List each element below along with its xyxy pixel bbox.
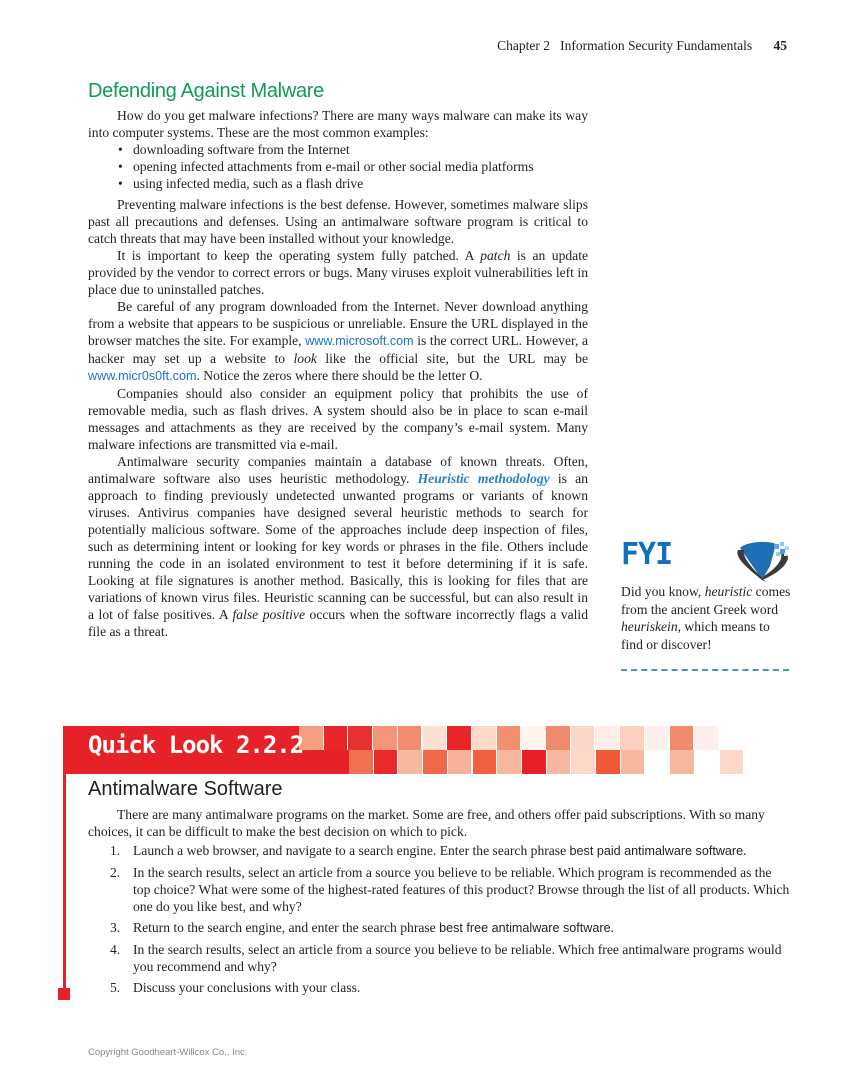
quick-look-end-marker xyxy=(58,988,70,1000)
step-item xyxy=(88,842,791,860)
step-item xyxy=(88,979,791,996)
fyi-sidebar xyxy=(621,537,791,652)
fyi-title: FYI xyxy=(621,537,673,572)
pattern-square xyxy=(670,726,694,750)
italic-text: false positive xyxy=(232,607,306,622)
text-run: Preventing malware infections is the best defense. However, sometimes malware slips past all precautions and defenses. Using an antimalware software program is critical to catch threats that may have been installed without your knowledge. xyxy=(88,197,588,246)
pattern-square xyxy=(620,726,644,750)
bullet-item: • downloading software from the Internet xyxy=(88,141,588,158)
text-run: comes from the ancient Greek word xyxy=(621,584,791,617)
key-term: Heuristic methodology xyxy=(417,471,550,486)
pattern-square xyxy=(547,750,571,774)
text-run: . xyxy=(610,920,615,935)
text-run: Antimalware security companies maintain a database of known threats. Often, antimalware software also uses heuristic methodology. xyxy=(88,454,588,486)
pattern-square xyxy=(645,750,669,774)
text-run: . xyxy=(743,843,747,858)
quick-look-subtitle: Antimalware Software xyxy=(88,778,283,800)
step-number: 1. xyxy=(110,843,121,858)
pattern-square xyxy=(374,750,398,774)
text-run: is an approach to finding previously undetected unwanted programs or variants of known viruses. Antivirus companies have designed several heuristic methods to search for potentially malicious software. Some of the approaches include deep inspection of files, such as determining intent or looking for key words or phrases in the file. Others include running the code in an isolated environment to test it before determining if it is safe. Looking at file signatures is another method. Basically, this is looking for files that are variations of known virus files. Heuristic scanning can be successful, but can also result in a lot of false positives. A xyxy=(88,471,588,622)
italic-text: heuristic xyxy=(704,584,753,599)
paragraph xyxy=(88,298,588,385)
text-run: Companies should also consider an equipment policy that prohibits the use of removable media, such as flash drives. A system should also be in place to scan e-mail messages and attachments as they are received by the company’s e-mail system. Many malware infections are transmitted via e-mail. xyxy=(88,386,588,452)
pattern-square xyxy=(571,750,595,774)
section-title: Defending Against Malware xyxy=(88,80,324,102)
page-number: 45 xyxy=(773,38,787,53)
text-run: Return to the search engine, and enter the search phrase xyxy=(133,920,440,935)
text-run: In the search results, select an article from a source you believe to be reliable. Which program is recommended as the top choice? What were some of the highest-rated features of this product? Browse through the list of all products. Which one do you like best, and why? xyxy=(133,865,790,914)
running-header xyxy=(497,38,787,54)
text-run: In the search results, select an article from a source you believe to be reliable. Which free antimalware programs would you recommend and why? xyxy=(133,942,782,974)
pattern-square xyxy=(398,726,422,750)
main-body-text xyxy=(88,107,588,640)
step-item xyxy=(88,919,791,937)
pattern-square xyxy=(645,726,669,750)
pattern-square xyxy=(324,726,348,750)
pattern-square xyxy=(423,726,447,750)
pattern-square xyxy=(398,750,422,774)
pattern-square xyxy=(571,726,595,750)
paragraph xyxy=(88,385,588,453)
pattern-square xyxy=(595,726,619,750)
pattern-square xyxy=(596,750,620,774)
url-text: www.micr0s0ft.com xyxy=(88,369,197,383)
bullet-list xyxy=(88,141,588,192)
step-item xyxy=(88,941,791,975)
fyi-divider xyxy=(621,669,789,671)
step-number: 2. xyxy=(110,865,121,880)
text-run: occurs when the software incorrectly flags a valid file as a threat. xyxy=(88,607,588,639)
pattern-square xyxy=(472,726,496,750)
text-run: Launch a web browser, and navigate to a search engine. Enter the search phrase xyxy=(133,843,570,858)
quick-look-body xyxy=(88,806,791,1000)
step-number: 4. xyxy=(110,942,121,957)
text-run: How do you get malware infections? There are many ways malware can make its way into computer systems. These are the most common examples: xyxy=(88,108,588,140)
bullet-item: • opening infected attachments from e-mail or other social media platforms xyxy=(88,158,588,175)
pattern-square xyxy=(473,750,497,774)
pattern-square xyxy=(447,726,471,750)
text-run: It is important to keep the operating system fully patched. A xyxy=(117,248,481,263)
url-text: best free antimalware software xyxy=(439,921,611,935)
pattern-square xyxy=(521,726,545,750)
pattern-square xyxy=(348,726,372,750)
url-text: www.microsoft.com xyxy=(305,334,414,348)
security-shield-icon xyxy=(736,540,790,589)
pattern-square xyxy=(621,750,645,774)
pattern-square xyxy=(522,750,546,774)
quick-look-intro: There are many antimalware programs on the market. Some are free, and others offer paid subscriptions. With so many choices, it can be difficult to make the best decision on which to pick. xyxy=(88,807,765,839)
chapter-number: Chapter 2 xyxy=(497,38,551,53)
fyi-text xyxy=(621,583,791,653)
pattern-square xyxy=(373,726,397,750)
chapter-title: Information Security Fundamentals xyxy=(560,38,753,53)
pattern-square xyxy=(720,750,744,774)
paragraph xyxy=(88,453,588,640)
quick-look-banner-extension xyxy=(299,750,349,774)
text-run: is an update provided by the vendor to correct errors or bugs. Many viruses exploit vulnerabilities left in place due to uninstalled patches. xyxy=(88,248,589,297)
text-run: Did you know, xyxy=(621,584,705,599)
text-run: is the correct URL. However, a hacker may set up a website to xyxy=(88,333,588,366)
step-number: 5. xyxy=(110,980,121,995)
pattern-square xyxy=(694,726,718,750)
text-run: Discuss your conclusions with your class. xyxy=(133,980,361,995)
step-item xyxy=(88,864,791,915)
bullet-item: • using infected media, such as a flash drive xyxy=(88,175,588,192)
copyright-footer: Copyright Goodheart-Willcox Co., Inc. xyxy=(88,1047,248,1058)
pattern-square xyxy=(349,750,373,774)
pattern-square xyxy=(423,750,447,774)
pattern-square xyxy=(670,750,694,774)
italic-text: patch xyxy=(480,248,511,263)
pattern-square xyxy=(497,750,521,774)
paragraph xyxy=(88,196,588,247)
text-run: which means to find or discover! xyxy=(621,619,770,652)
step-number: 3. xyxy=(110,920,121,935)
quick-look-label: Quick Look 2.2.2 xyxy=(88,731,304,759)
pattern-square xyxy=(448,750,472,774)
paragraph xyxy=(88,107,588,141)
paragraph xyxy=(88,247,588,298)
italic-text: look xyxy=(293,351,317,366)
text-run: Be careful of any program downloaded from the Internet. Never download anything from a website that appears to be suspicious or unreliable. Ensure the URL displayed in the browser matches the site. For example, xyxy=(88,299,588,348)
text-run: . Notice the zeros where there should be the letter O. xyxy=(196,368,483,383)
pattern-square xyxy=(497,726,521,750)
pattern-square xyxy=(695,750,719,774)
url-text: best paid antimalware software xyxy=(569,844,744,858)
italic-text: heuriskein, xyxy=(621,619,682,634)
text-run: like the official site, but the URL may be xyxy=(316,351,588,366)
pattern-square xyxy=(546,726,570,750)
quick-look-steps xyxy=(88,842,791,996)
quick-look-side-rule xyxy=(63,774,66,990)
